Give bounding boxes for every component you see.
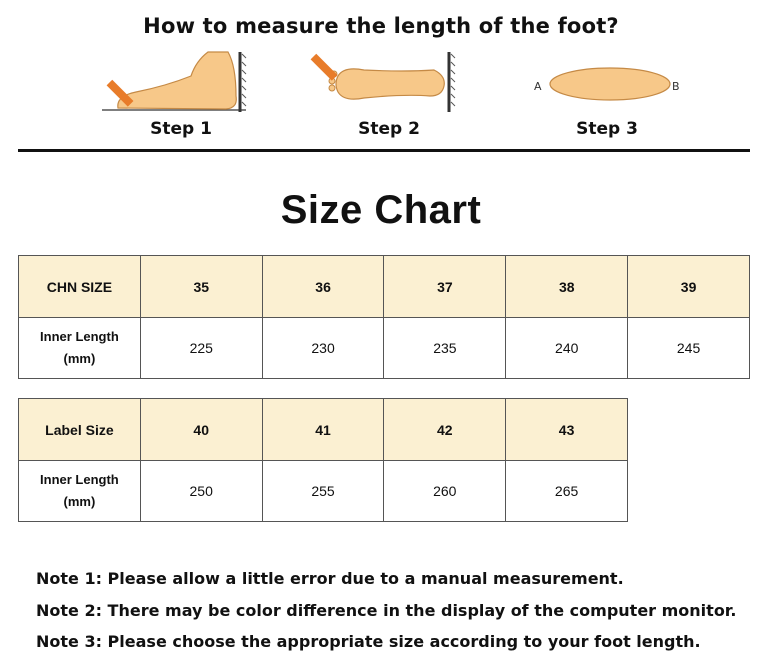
notes bbox=[36, 568, 737, 663]
point-b-label: B bbox=[672, 80, 680, 93]
note-1: Note 1: Please allow a little error due to a manual measurement. bbox=[36, 569, 624, 588]
step-2-label: Step 2 bbox=[358, 119, 420, 139]
length-row bbox=[19, 461, 628, 522]
size-table-chn bbox=[18, 255, 750, 379]
length-cell: 250 bbox=[140, 461, 262, 522]
inner-length-label: Inner Length (mm) bbox=[40, 329, 119, 366]
length-cell: 235 bbox=[384, 318, 506, 379]
size-chart-title: Size Chart bbox=[280, 188, 482, 232]
length-cell: 240 bbox=[506, 318, 628, 379]
foot-top-icon bbox=[304, 46, 474, 121]
size-cell: 41 bbox=[262, 399, 384, 461]
header-divider bbox=[18, 149, 750, 152]
size-cell: 38 bbox=[506, 256, 628, 318]
label-size-header: Label Size bbox=[19, 399, 141, 461]
size-cell: 37 bbox=[384, 256, 506, 318]
length-cell: 265 bbox=[506, 461, 628, 522]
length-cell: 230 bbox=[262, 318, 384, 379]
step-3-label: Step 3 bbox=[576, 119, 638, 139]
size-row bbox=[19, 256, 750, 318]
size-cell: 39 bbox=[628, 256, 750, 318]
length-cell: 260 bbox=[384, 461, 506, 522]
size-cell: 35 bbox=[140, 256, 262, 318]
length-cell: 255 bbox=[262, 461, 384, 522]
size-cell: 43 bbox=[506, 399, 628, 461]
step-1-label: Step 1 bbox=[150, 119, 212, 139]
measure-title: How to measure the length of the foot? bbox=[143, 14, 619, 38]
length-row bbox=[19, 318, 750, 379]
note-3: Note 3: Please choose the appropriate size according to your foot length. bbox=[36, 632, 701, 651]
size-table-label bbox=[18, 398, 628, 522]
size-row bbox=[19, 399, 628, 461]
chn-size-header: CHN SIZE bbox=[19, 256, 141, 318]
foot-side-icon bbox=[96, 46, 266, 121]
inner-length-label: Inner Length (mm) bbox=[40, 472, 119, 509]
size-cell: 40 bbox=[140, 399, 262, 461]
size-cell: 36 bbox=[262, 256, 384, 318]
length-cell: 225 bbox=[140, 318, 262, 379]
foot-outline-icon bbox=[522, 46, 692, 121]
step-1 bbox=[96, 46, 266, 146]
size-cell: 42 bbox=[384, 399, 506, 461]
step-3 bbox=[522, 46, 692, 146]
note-2: Note 2: There may be color difference in the display of the computer monitor. bbox=[36, 600, 737, 620]
point-a-label: A bbox=[534, 80, 542, 93]
step-2 bbox=[304, 46, 474, 146]
length-cell: 245 bbox=[628, 318, 750, 379]
